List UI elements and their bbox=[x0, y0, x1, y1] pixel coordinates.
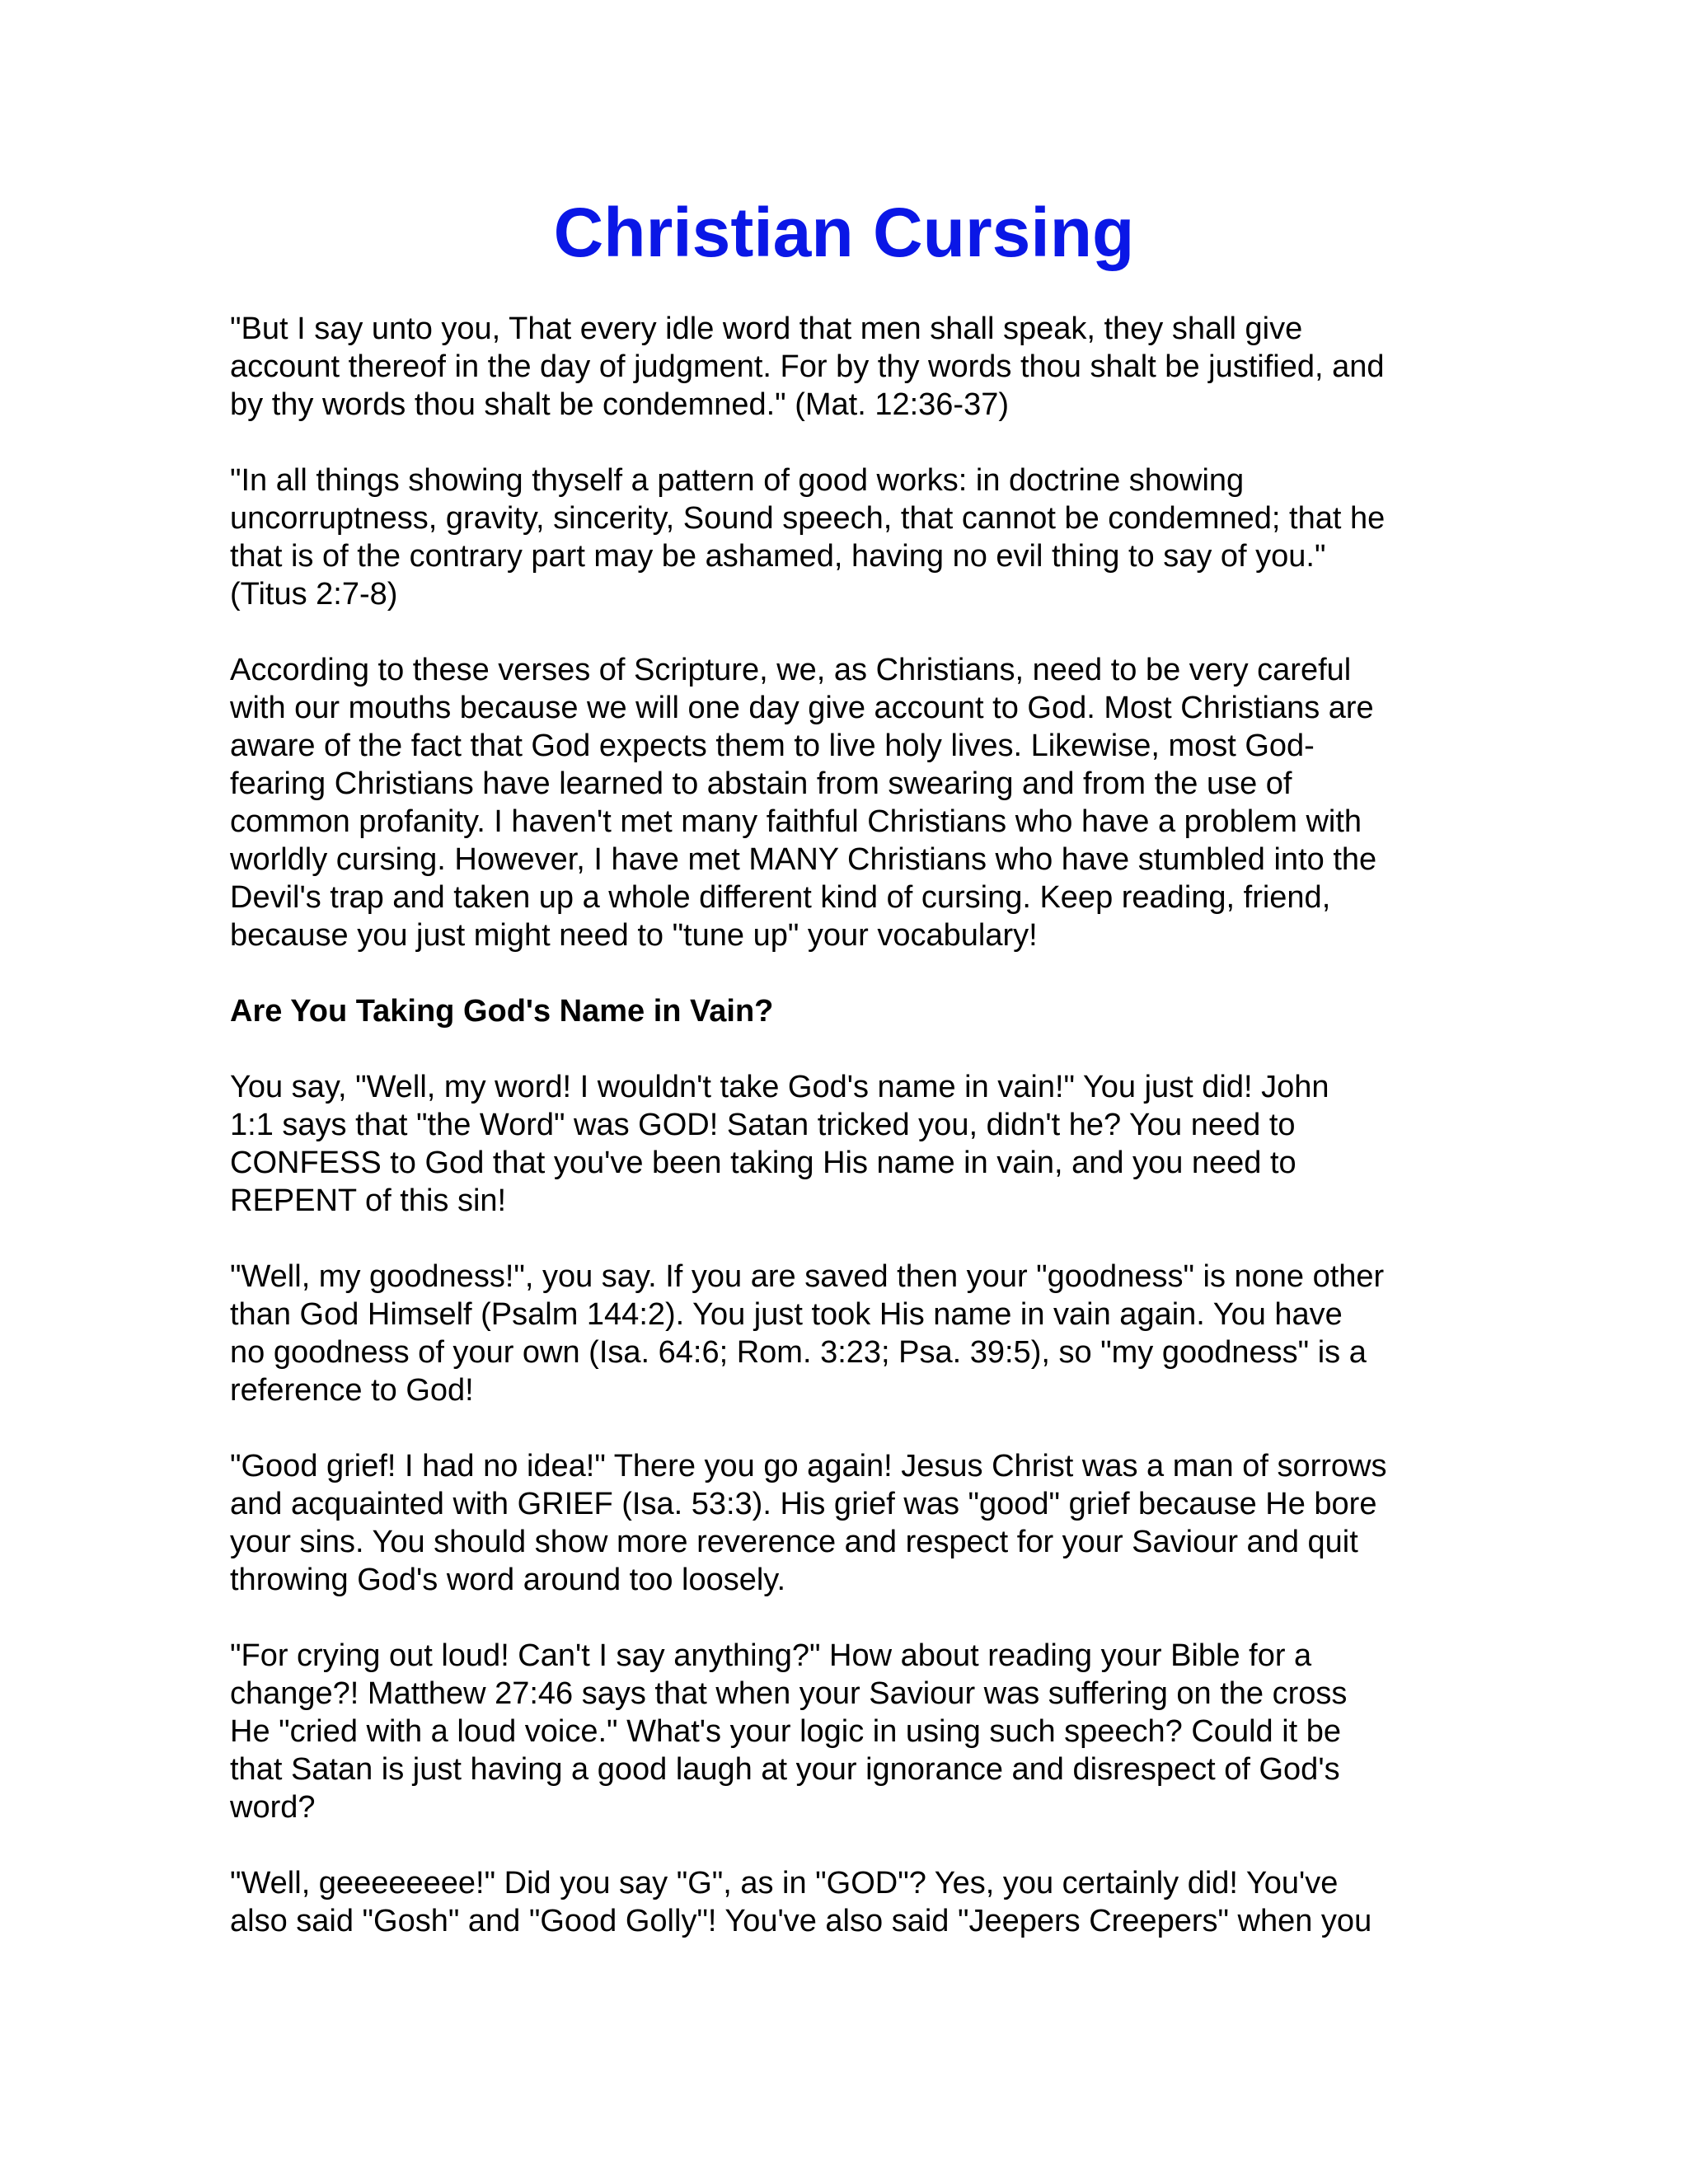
paragraph-line: reference to God! bbox=[230, 1373, 474, 1408]
paragraph-line: word? bbox=[230, 1790, 316, 1825]
paragraph-line: You say, "Well, my word! I wouldn't take God's name in vain!" You just did! John bbox=[230, 1070, 1329, 1104]
paragraph bbox=[230, 1258, 1466, 1409]
paragraph-line: your sins. You should show more reverence and respect for your Saviour and quit bbox=[230, 1525, 1358, 1559]
paragraph-line: change?! Matthew 27:46 says that when your Saviour was suffering on the cross bbox=[230, 1676, 1348, 1711]
paragraph-line: fearing Christians have learned to abstain from swearing and from the use of bbox=[230, 766, 1292, 801]
paragraph bbox=[230, 1637, 1466, 1826]
paragraph-line: He "cried with a loud voice." What's your logic in using such speech? Could it be bbox=[230, 1714, 1342, 1749]
paragraph-line: "Well, my goodness!", you say. If you are saved then your "goodness" is none other bbox=[230, 1259, 1385, 1294]
paragraph-line: "But I say unto you, That every idle word that men shall speak, they shall give bbox=[230, 312, 1303, 346]
paragraph-line: "Well, geeeeeeee!" Did you say "G", as in "GOD"? Yes, you certainly did! You've bbox=[230, 1866, 1339, 1900]
paragraph-line: worldly cursing. However, I have met MANY Christians who have stumbled into the bbox=[230, 842, 1377, 877]
paragraph-line: than God Himself (Psalm 144:2). You just took His name in vain again. You have bbox=[230, 1297, 1343, 1332]
paragraph-line: "In all things showing thyself a pattern of good works: in doctrine showing bbox=[230, 463, 1245, 498]
paragraph-line: 1:1 says that "the Word" was GOD! Satan tricked you, didn't he? You need to bbox=[230, 1108, 1296, 1142]
paragraph bbox=[230, 1447, 1466, 1599]
paragraph-line: account thereof in the day of judgment. For by thy words thou shalt be justified, and bbox=[230, 349, 1385, 384]
paragraph bbox=[230, 1864, 1466, 1940]
paragraph-line: common profanity. I haven't met many faithful Christians who have a problem with bbox=[230, 804, 1362, 839]
paragraph-line: with our mouths because we will one day give account to God. Most Christians are bbox=[230, 691, 1374, 725]
section-heading: Are You Taking God's Name in Vain? bbox=[230, 994, 774, 1029]
page-title: Christian Cursing bbox=[553, 194, 1135, 271]
paragraph-line: by thy words thou shalt be condemned." (Mat. 12:36-37) bbox=[230, 387, 1010, 422]
paragraph-line: (Titus 2:7-8) bbox=[230, 577, 398, 612]
paragraph-line: no goodness of your own (Isa. 64:6; Rom. 3:23; Psa. 39:5), so "my goodness" is a bbox=[230, 1335, 1367, 1370]
paragraph-line: uncorruptness, gravity, sincerity, Sound speech, that cannot be condemned; that he bbox=[230, 501, 1386, 536]
paragraph-line: "Good grief! I had no idea!" There you go again! Jesus Christ was a man of sorrows bbox=[230, 1449, 1387, 1483]
document-body bbox=[230, 310, 1466, 1978]
paragraph-line: REPENT of this sin! bbox=[230, 1183, 507, 1218]
paragraph-line: throwing God's word around too loosely. bbox=[230, 1563, 786, 1597]
paragraph-line: According to these verses of Scripture, we, as Christians, need to be very careful bbox=[230, 653, 1352, 687]
paragraph-line: CONFESS to God that you've been taking His name in vain, and you need to bbox=[230, 1146, 1296, 1180]
paragraph bbox=[230, 651, 1466, 954]
paragraph bbox=[230, 462, 1466, 613]
paragraph-line: because you just might need to "tune up" your vocabulary! bbox=[230, 918, 1038, 953]
paragraph-line: aware of the fact that God expects them to live holy lives. Likewise, most God- bbox=[230, 729, 1315, 763]
paragraph-line: that Satan is just having a good laugh at your ignorance and disrespect of God's bbox=[230, 1752, 1340, 1787]
paragraph-line: that is of the contrary part may be ashamed, having no evil thing to say of you." bbox=[230, 539, 1326, 574]
paragraph-line: "For crying out loud! Can't I say anything?" How about reading your Bible for a bbox=[230, 1638, 1312, 1673]
paragraph-line: also said "Gosh" and "Good Golly"! You've also said "Jeepers Creepers" when you bbox=[230, 1904, 1372, 1938]
paragraph bbox=[230, 310, 1466, 424]
paragraph-line: and acquainted with GRIEF (Isa. 53:3). His grief was "good" grief because He bore bbox=[230, 1487, 1377, 1521]
paragraph-line: Devil's trap and taken up a whole different kind of cursing. Keep reading, friend, bbox=[230, 880, 1331, 915]
paragraph bbox=[230, 1068, 1466, 1220]
